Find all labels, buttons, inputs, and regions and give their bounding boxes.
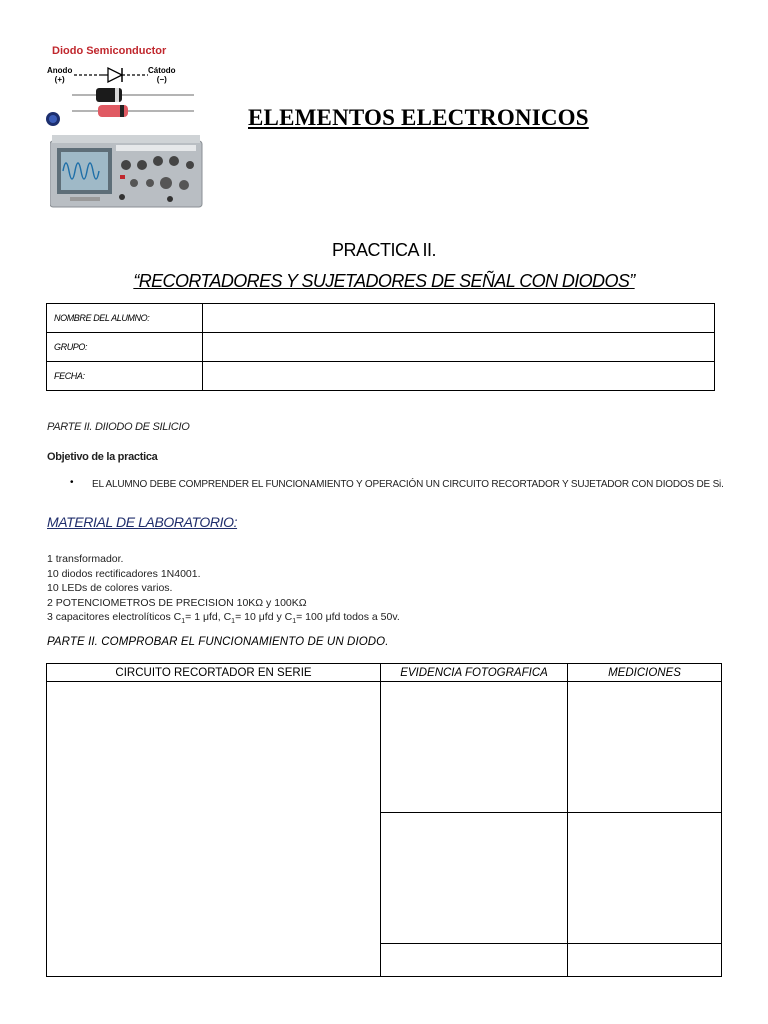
- subscript: 1: [181, 618, 186, 626]
- anode-sign: (+): [54, 75, 65, 84]
- cathode-label-text: Cátodo: [148, 66, 176, 75]
- objective-heading: Objetivo de la practica: [47, 451, 158, 463]
- materials-list: [47, 552, 400, 630]
- measurements-cell[interactable]: [568, 682, 722, 813]
- capacitor-text-1: = 1 μfd, C: [185, 611, 232, 623]
- cathode-sign: (−): [156, 75, 167, 84]
- diode-illustration-title: Diodo Semiconductor: [52, 45, 167, 57]
- table-row: [47, 362, 715, 391]
- practice-subtitle: “RECORTADORES Y SUJETADORES DE SEÑAL CON DIODOS”: [133, 271, 635, 291]
- circuit-column-header: CIRCUITO RECORTADOR EN SERIE: [47, 664, 381, 682]
- student-name-label: NOMBRE DEL ALUMNO:: [47, 304, 203, 333]
- objective-text: EL ALUMNO DEBE COMPRENDER EL FUNCIONAMIENTO Y OPERACIÓN UN CIRCUITO RECORTADOR Y SUJETADOR CON DIODOS DE Si.: [92, 479, 724, 490]
- list-item: 10 diodos rectificadores 1N4001.: [47, 567, 201, 580]
- circuit-drawing-cell[interactable]: [47, 682, 381, 977]
- part-heading: PARTE II. DIIODO DE SILICIO: [47, 421, 190, 433]
- list-item: [47, 610, 400, 630]
- group-label: GRUPO:: [47, 333, 203, 362]
- table-row: [47, 333, 715, 362]
- material-heading: MATERIAL DE LABORATORIO:: [47, 514, 238, 530]
- diode-symbol-illustration: [44, 64, 214, 134]
- measurements-column-header: MEDICIONES: [568, 664, 722, 682]
- date-field[interactable]: [203, 362, 715, 391]
- photo-evidence-cell[interactable]: [381, 944, 568, 977]
- table-row: [47, 304, 715, 333]
- photo-evidence-cell[interactable]: [381, 813, 568, 944]
- subscript: 1: [231, 618, 236, 626]
- capacitor-text-prefix: 3 capacitores electrolíticos C: [47, 611, 182, 623]
- capacitor-text-3: = 100 μfd todos a 50v.: [296, 611, 400, 623]
- photo-evidence-column-header: EVIDENCIA FOTOGRAFICA: [381, 664, 568, 682]
- list-item: 2 POTENCIOMETROS DE PRECISION 10KΩ y 100KΩ: [47, 596, 307, 609]
- group-field[interactable]: [203, 333, 715, 362]
- anode-label-text: Anodo: [47, 66, 73, 75]
- part2-heading: PARTE II. COMPROBAR EL FUNCIONAMIENTO DE UN DIODO.: [47, 636, 389, 648]
- table-row: [47, 682, 722, 813]
- date-label: FECHA:: [47, 362, 203, 391]
- measurements-cell[interactable]: [568, 944, 722, 977]
- list-item: 1 transformador.: [47, 553, 124, 565]
- capacitor-text-2: = 10 μfd y C: [235, 611, 293, 623]
- student-info-table: [46, 303, 715, 391]
- practice-title: PRACTICA II.: [331, 240, 437, 260]
- measurements-cell[interactable]: [568, 813, 722, 944]
- table-header-row: [47, 664, 722, 682]
- student-name-field[interactable]: [203, 304, 715, 333]
- photo-evidence-cell[interactable]: [381, 682, 568, 813]
- oscilloscope-illustration: [50, 133, 204, 208]
- list-item: 10 LEDs de colores varios.: [47, 582, 173, 594]
- subscript: 1: [292, 618, 297, 626]
- circuit-table: [46, 663, 722, 977]
- bullet-icon: •: [70, 477, 74, 488]
- document-title: ELEMENTOS ELECTRONICOS: [248, 105, 589, 130]
